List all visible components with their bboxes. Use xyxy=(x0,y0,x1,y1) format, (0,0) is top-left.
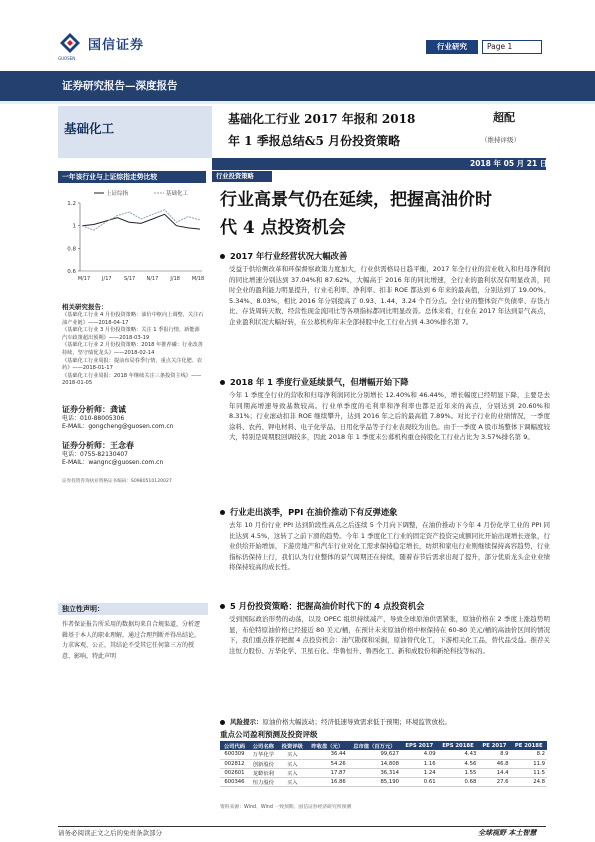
forecast-table xyxy=(220,741,547,787)
table-header-cell: 公司代码 xyxy=(220,741,249,750)
related-report-item[interactable]: 《基础化工行业 3 月份投资策略：关注 1 季报行情，新能源汽车政策超出预期》——2018-03-19 xyxy=(62,327,200,341)
bullet-icon xyxy=(220,510,225,515)
x-tick-label: N/17 xyxy=(146,276,159,282)
trend-chart-svg xyxy=(58,185,208,290)
x-tick-label: M/18 xyxy=(191,276,205,282)
legend-label: 基础化工 xyxy=(166,191,189,197)
logo-mark-icon xyxy=(58,31,82,55)
section-4 xyxy=(220,600,550,656)
y-tick-label: 0.8 xyxy=(67,246,76,253)
section-heading: 2017 年行业经营状况大幅改善 xyxy=(230,251,348,261)
table-cell: 17.87 xyxy=(307,768,348,777)
table-cell: 600309 xyxy=(220,750,249,759)
analyst1-phone: 电话：010-88005306 xyxy=(62,415,125,422)
related-report-item[interactable]: 《基础化工行业周报：2018 年继续关注三条投资主线》——2018-01-05 xyxy=(62,372,202,387)
table-cell: 1.16 xyxy=(401,759,438,768)
table-row xyxy=(220,768,547,777)
analyst2-phone: 电话：0755-82130407 xyxy=(62,451,128,458)
x-tick-label: S/17 xyxy=(123,276,136,282)
table-cell: 85,190 xyxy=(348,778,401,787)
table-cell: 买入 xyxy=(278,768,307,777)
series-line xyxy=(82,214,200,229)
rating-sub: （维持评级） xyxy=(481,136,520,144)
table-cell: 24.8 xyxy=(511,778,547,787)
table-cell: 99,627 xyxy=(348,750,401,759)
table-cell: 创新股份 xyxy=(249,759,278,768)
table-header-cell: 昨收盘（元） xyxy=(307,741,348,750)
table-cell: 8.9 xyxy=(478,750,510,759)
table-header-cell: EPS 2017 xyxy=(401,741,438,750)
table-cell: 0.61 xyxy=(401,778,438,787)
table-source: 资料来源：Wind、Wind 一致预期、国信证券经济研究所预测 xyxy=(220,805,352,810)
analyst1-name: 证券分析师：龚诚 xyxy=(62,405,126,414)
table-header-cell: PE 2018E xyxy=(511,741,547,750)
headline xyxy=(220,186,550,242)
section-body: 去年 10 月份行业 PPI 达到阶段性高点之后连续 5 个月向下调整，在油价推动下今年 4 月份化学工业的 PPI 同比达到 4.5%，这转了之前下滑的趋势。今年 1 季度化工行业的固定资产投资完成额同比开始出现增长迹象，行业供给开始增加，下游房地产和汽车行业对化工需求保持稳定增长，纺织和家电行业则继续保持高容趋势，行业指标仍保持上行，我们认为行业整体的景气周期还在持续，随着春节后需求出现了提升，部分优质龙头企业业绩将保持较高的成长性。 xyxy=(229,521,550,572)
x-tick-label: J/18 xyxy=(170,276,180,282)
y-tick-label: 0.6 xyxy=(67,269,76,275)
analyst-info xyxy=(62,404,207,466)
band-divider xyxy=(0,101,595,104)
logo-sub: GUOSEN xyxy=(58,56,76,61)
report-type-title: 证券研究报告—深度报告 xyxy=(62,80,178,92)
strategy-tag: 行业投资策略 xyxy=(212,171,272,182)
table-header-cell: 投资评级 xyxy=(278,741,307,750)
related-report-item[interactable]: 《基础化工行业 4 月份投资策略：油价中枢向上调整，关注石油产业链》——2018-04-17 xyxy=(62,312,204,326)
section-heading: 2018 年 1 季度行业延续景气，但增幅开始下降 xyxy=(230,377,409,387)
disclaimer-heading: 独立性声明： xyxy=(58,603,208,615)
table-cell: 54.26 xyxy=(307,759,348,768)
table-cell: 11.9 xyxy=(511,759,547,768)
logo-text: 国信证券 xyxy=(88,37,145,53)
certificate-code: 证券投资咨询执业资格证书编码：S0980510120027 xyxy=(62,479,172,484)
section-body: 受益于供给侧改革和环保督察政策力度加大，行业供需格局日趋平衡，2017 年全行业的营业收入和归母净利润的同比增速分别达到 37.04%和 87.62%，大幅高于 2016 年的同比增速，全行业的盈利状况有明显改善，同时全业的盈利能力明显提升，行业毛利率、净利率、扣非 ROE 都达到 6 年来的最高值，分别达到了 19.00%、5.34%、8.03%，相比 2016 年分别提高了 0.93、1.44、3.24 个百分点。全行业的整体资产负债率、存货占比、存货周转天数、经营性现金流同比等各项指标都同比明显改善。总体来看，行业在 2017 年达到景气高点，企业盈利状况大幅好转，在公募机构年末全部持股中化工行业占到 4.30%排名第 7。 xyxy=(229,265,550,326)
bullet-icon xyxy=(220,380,225,385)
table-cell: 002601 xyxy=(220,768,249,777)
table-cell: 14.4 xyxy=(478,768,510,777)
table-row xyxy=(220,759,547,768)
related-report-item[interactable]: 《基础化工行业周报：提前布局春季行情，重点关注化肥、农药》——2018-01-17 xyxy=(62,357,203,372)
section-heading: 5 月份投资策略：把握高油价时代下的 4 点投资机会 xyxy=(230,601,425,611)
table-cell: 16.86 xyxy=(307,778,348,787)
related-report-item[interactable]: 《基础化工行业 2 月份投资策略：2018 年推荐磷：行业改善持续，坚守绩优龙头》——2018-02-14 xyxy=(62,342,203,356)
table-row xyxy=(220,778,547,787)
bullet-icon xyxy=(220,720,225,725)
page-number: Page 1 xyxy=(482,40,542,54)
section-3 xyxy=(220,506,550,573)
table-cell: 600346 xyxy=(220,778,249,787)
table-header-cell: EPS 2018E xyxy=(438,741,479,750)
table-header-cell: PE 2017 xyxy=(478,741,510,750)
trend-chart xyxy=(58,185,208,290)
table-cell: 恒力股份 xyxy=(249,778,278,787)
y-tick-label: 1 xyxy=(72,223,76,230)
table-cell: 002812 xyxy=(220,759,249,768)
related-reports-title: 相关研究报告： xyxy=(62,303,108,311)
risk-label: 风险提示： xyxy=(230,718,263,726)
table-row xyxy=(220,750,547,759)
footer-disclaimer: 请务必阅读正文之后的免责条款部分 xyxy=(58,829,162,837)
table-cell: 买入 xyxy=(278,778,307,787)
table-cell: 11.5 xyxy=(511,768,547,777)
section-1 xyxy=(220,250,550,328)
section-heading: 行业走出淡季，PPI 在油价推动下有反弹迹象 xyxy=(230,507,398,517)
table-cell: 买入 xyxy=(278,759,307,768)
headline-line1: 行业高景气仍在延续，把握高油价时 xyxy=(220,190,492,210)
section-body: 受到国际政治形势的动荡，以及 OPEC 组织持续减产，导致全球原油供需紧张，原油价格在 2 季度上涨趋势明显，布伦特原油价格已经接近 80 美元/桶，在预计未来原油价格中枢保持在 60-80 美元/桶的高油价区间的情况下，我们重点推荐把握 4 点投资机会：油气勘探和采掘，原油替代化工，下游相关化工品，替代品受益。推荐关注恒力股份、万华化学、卫星石化、华鲁恒升、鲁西化工、新和成股份和新纶科技等标的。 xyxy=(229,615,550,655)
sector-name: 基础化工 xyxy=(64,121,115,136)
table-cell: 万华化学 xyxy=(249,750,278,759)
analyst2-email[interactable]: E-MAIL：wangnc@guosen.com.cn xyxy=(62,458,164,466)
table-cell: 14,808 xyxy=(348,759,401,768)
section-2 xyxy=(220,376,550,443)
section-body: 今年 1 季度全行业的营收和归母净利润同比分别增长 12.40%和 46.44%，增长幅度已经明显下降，主要是去年同期高增速导致基数较高。行业单季度的毛利率和净利率也都是近年来的高点，分别达到 20.60%和 8.31%；行业滚动扣非 ROE 继续攀升，达到 2016 年之后的最高值 7.89%。对比子行业的业绩情况，一季度涂料、农药、钾电材料、电子化学品、日用化学品等子行业表现较为出色。由于一季度 A 股市场整体下调幅度较大，特别是周期股回调较多，因此 2018 年 1 季度末公募机构重仓持股化工行业占比为 3.57%排名第 9。 xyxy=(229,391,550,442)
analyst2-name: 证券分析师：王念春 xyxy=(62,441,134,450)
table-cell: 4.43 xyxy=(438,750,479,759)
y-tick-label: 1.2 xyxy=(67,201,76,207)
related-reports-list xyxy=(62,312,204,388)
bullet-icon xyxy=(220,254,225,259)
table-cell: 4.56 xyxy=(438,759,479,768)
header-tag: 行业研究 xyxy=(426,40,478,54)
rating: 超配 xyxy=(493,111,515,124)
headline-line2: 代 4 点投资机会 xyxy=(220,218,346,238)
bullet-icon xyxy=(220,604,225,609)
footer-slogan: 全球视野 本土智慧 xyxy=(478,828,537,837)
table-cell: 1.55 xyxy=(438,768,479,777)
risk-note xyxy=(220,717,550,727)
footer-divider xyxy=(58,826,546,827)
risk-text: 原油价格大幅波动；经济低速导致需求低于预期；环境监管放松。 xyxy=(262,718,451,726)
table-cell: 买入 xyxy=(278,750,307,759)
table-cell: 8.2 xyxy=(511,750,547,759)
legend-label: 上证综指 xyxy=(106,191,129,197)
report-title-line1: 基础化工行业 2017 年报和 2018 xyxy=(228,112,416,126)
report-title xyxy=(228,108,478,152)
table-cell: 27.6 xyxy=(478,778,510,787)
chart-heading: 一年该行业与上证综指走势比较 xyxy=(58,171,206,183)
x-tick-label: M/17 xyxy=(77,276,91,282)
company-logo xyxy=(58,30,208,56)
x-tick-label: J/17 xyxy=(102,276,112,282)
table-cell: 36,314 xyxy=(348,768,401,777)
table-title: 重点公司盈利预测及投资评级 xyxy=(220,730,318,739)
table-cell: 46.8 xyxy=(478,759,510,768)
report-date: 2018 年 05 月 21 日 xyxy=(470,159,548,168)
table-header-cell: 公司名称 xyxy=(249,741,278,750)
table-cell: 1.24 xyxy=(401,768,438,777)
disclaimer-text: 作者保证报告所采用的数据均来自合规渠道，分析逻辑基于本人的职业理解，通过合理判断并得出结论，力求客观、公正，其结论不受其它任何第三方的授意、影响，特此声明 xyxy=(62,621,201,660)
table-cell: 4.09 xyxy=(401,750,438,759)
table-cell: 0.68 xyxy=(438,778,479,787)
analyst1-email[interactable]: E-MAIL：gongcheng@guosen.com.cn xyxy=(62,422,174,430)
report-title-line2: 年 1 季报总结&5 月份投资策略 xyxy=(228,134,401,148)
table-cell: 龙蟒佰利 xyxy=(249,768,278,777)
table-header-cell: 总市值（百万元） xyxy=(348,741,401,750)
table-body xyxy=(220,750,547,787)
table-cell: 36.44 xyxy=(307,750,348,759)
